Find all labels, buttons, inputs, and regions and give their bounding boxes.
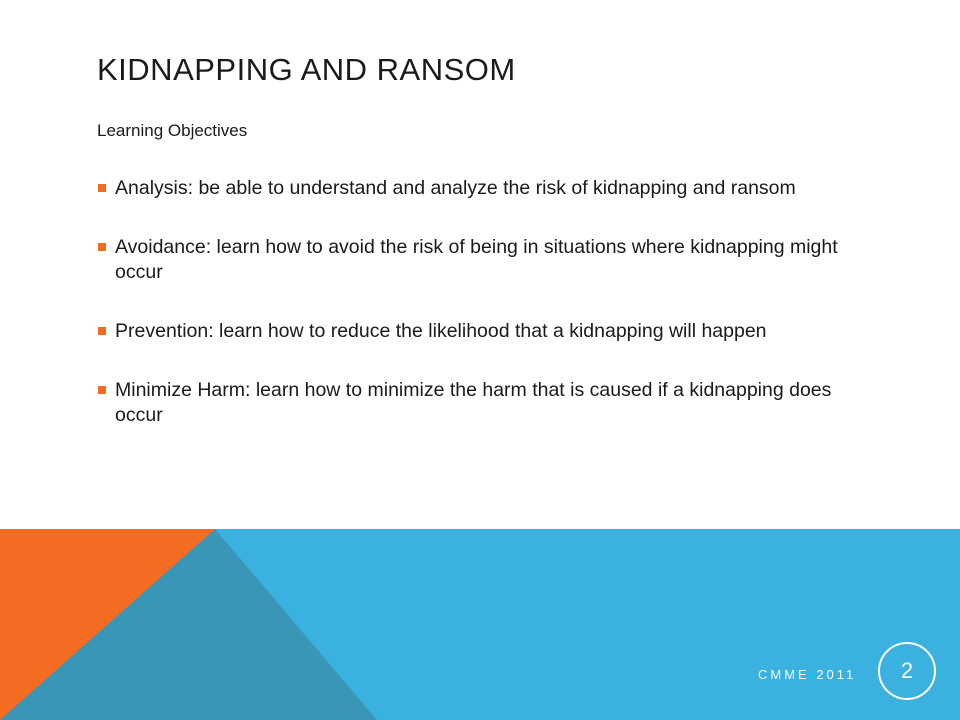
bullet-text: Prevention: learn how to reduce the likelihood that a kidnapping will happen	[115, 320, 767, 342]
square-bullet-icon	[98, 327, 106, 335]
footer-text: CMME 2011	[758, 667, 857, 682]
bullet-item	[97, 378, 857, 428]
slide-title: KIDNAPPING AND RANSOM	[97, 52, 516, 87]
square-bullet-icon	[98, 386, 106, 394]
bullet-item	[97, 235, 857, 285]
footer-band	[0, 529, 960, 720]
bullet-item	[97, 319, 857, 344]
bullet-text: Analysis: be able to understand and analyze the risk of kidnapping and ransom	[115, 177, 796, 199]
square-bullet-icon	[98, 243, 106, 251]
square-bullet-icon	[98, 184, 106, 192]
bullet-list	[97, 176, 857, 462]
bullet-text: Avoidance: learn how to avoid the risk of being in situations where kidnapping might occur	[115, 236, 838, 283]
bullet-text: Minimize Harm: learn how to minimize the harm that is caused if a kidnapping does occur	[115, 379, 832, 426]
bullet-item	[97, 176, 857, 201]
slide-subtitle: Learning Objectives	[97, 121, 248, 140]
slide-number: 2	[878, 642, 936, 700]
